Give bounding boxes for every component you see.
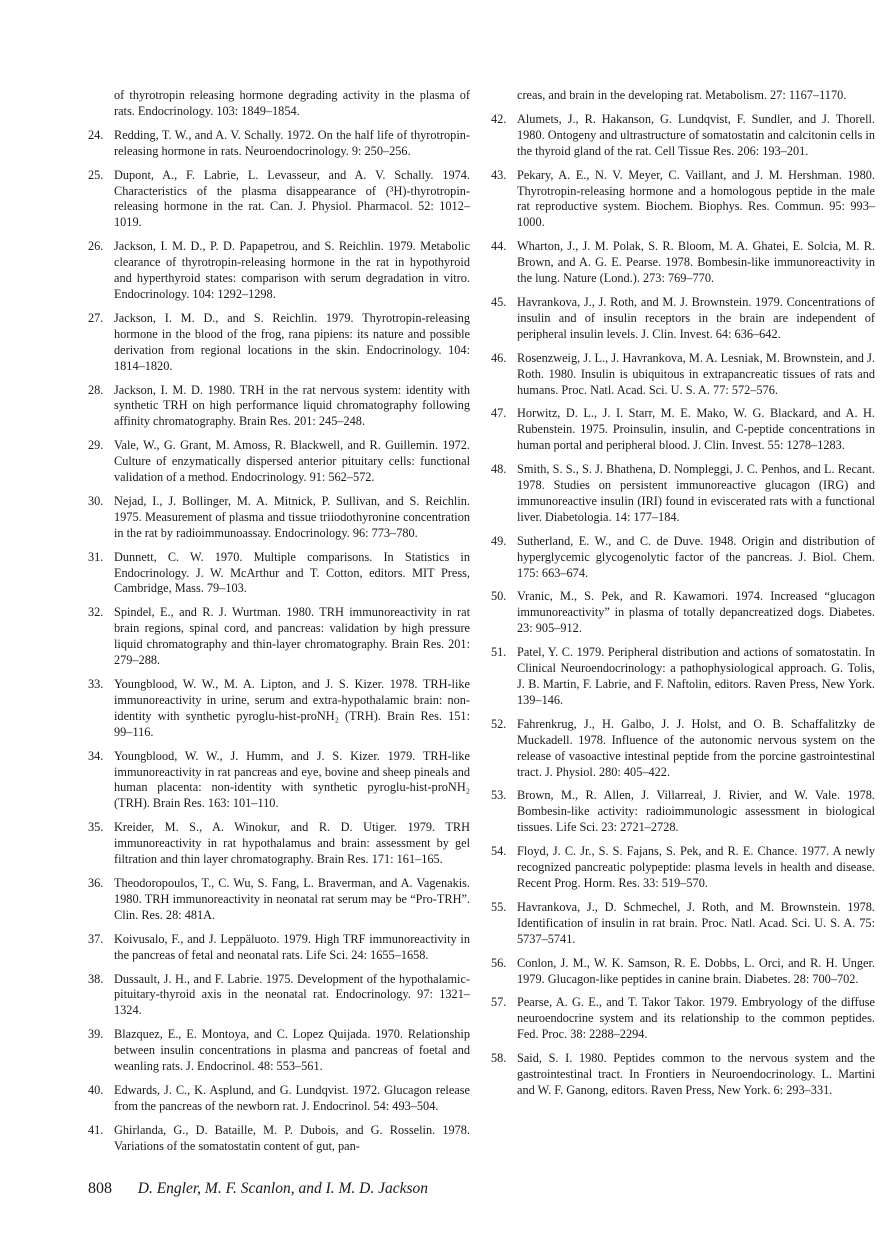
reference-entry — [491, 956, 875, 988]
reference-entry — [491, 995, 875, 1043]
reference-text: Horwitz, D. L., J. I. Starr, M. E. Mako, W. G. Blackard, and A. H. Rubenstein. 1975. Proinsulin, insulin, and C-peptide concentrations in human portal and peripheral blood. J. Clin. Invest. 55: 1278–1283. — [517, 406, 875, 453]
reference-text: Havrankova, J., J. Roth, and M. J. Brownstein. 1979. Concentrations of insulin and of insulin receptors in the brain are independent of peripheral insulin levels. J. Clin. Invest. 64: 636–642. — [517, 294, 875, 341]
reference-number: 49. — [491, 533, 507, 548]
reference-number: 31. — [88, 549, 104, 564]
reference-text: Jackson, I. M. D., and S. Reichlin. 1979. Thyrotropin-releasing hormone in the blood of the frog, rana pipiens: its nature and possible derivation from regional locations in the skin. Endocrinology. 104: 1814–1820. — [114, 310, 470, 373]
reference-entry — [88, 550, 470, 598]
page-number: 808 — [88, 1180, 112, 1197]
reference-entry — [491, 239, 875, 287]
reference-entry — [491, 406, 875, 454]
reference-entry — [88, 168, 470, 232]
reference-text: creas, and brain in the developing rat. Metabolism. 27: 1167–1170. — [517, 88, 847, 102]
reference-entry — [491, 295, 875, 343]
reference-entry — [491, 900, 875, 948]
reference-text: Jackson, I. M. D. 1980. TRH in the rat nervous system: identity with synthetic TRH on high performance liquid chromatography following affinity chromatography. Brain Res. 201: 245–248. — [114, 382, 470, 429]
reference-number: 32. — [88, 605, 104, 620]
reference-text: Fahrenkrug, J., H. Galbo, J. J. Holst, and O. B. Schaffalitzky de Muckadell. 1978. Influence of the autonomic nervous system on the release of vasoactive intestinal peptide from the porcine gastrointestinal tract. J. Physiol. 280: 405–422. — [517, 716, 875, 779]
reference-number: 34. — [88, 748, 104, 763]
reference-number: 24. — [88, 127, 104, 142]
reference-entry — [88, 88, 470, 120]
reference-text: Conlon, J. M., W. K. Samson, R. E. Dobbs, L. Orci, and R. H. Unger. 1979. Glucagon-like peptides in canine brain. Diabetes. 28: 700–702. — [517, 955, 875, 986]
reference-entry — [88, 128, 470, 160]
left-column — [88, 88, 470, 1163]
reference-text: Spindel, E., and R. J. Wurtman. 1980. TRH immunoreactivity in rat brain regions, spinal cord, and pancreas: validation by high pressure liquid chromatography and thin-layer chromatography. Brain Res. 201: 279–288. — [114, 605, 470, 668]
reference-number: 51. — [491, 645, 507, 660]
reference-entry — [491, 1051, 875, 1099]
reference-text: Blazquez, E., E. Montoya, and C. Lopez Quijada. 1970. Relationship between insulin concentrations in plasma and pancreas of foetal and weanling rats. J. Endocrinol. 48: 553–561. — [114, 1027, 470, 1074]
reference-number: 54. — [491, 844, 507, 859]
reference-text: Theodoropoulos, T., C. Wu, S. Fang, L. Braverman, and A. Vagenakis. 1980. TRH immunoreactivity in neonatal rat serum may be “Pro-TRH”. Clin. Res. 28: 481A. — [114, 875, 470, 922]
reference-entry — [491, 645, 875, 709]
reference-number: 41. — [88, 1122, 104, 1137]
reference-entry — [491, 534, 875, 582]
reference-number: 27. — [88, 310, 104, 325]
reference-number: 52. — [491, 716, 507, 731]
reference-text: Smith, S. S., S. J. Bhathena, D. Nompleggi, J. C. Penhos, and L. Recant. 1978. Studies on persistent immunoreactive glucagon (IRG) and immunoreactive insulin (IRI) found in eviscerated rats with a functional liver. Diabetologia. 14: 177–184. — [517, 462, 875, 524]
reference-text: Vale, W., G. Grant, M. Amoss, R. Blackwell, and R. Guillemin. 1972. Culture of enzymatically dispersed anterior pituitary cells: functional validation of a method. Endocrinology. 91: 562–572. — [114, 438, 470, 485]
reference-entry — [88, 972, 470, 1020]
reference-entry — [88, 677, 470, 741]
reference-text: Edwards, J. C., K. Asplund, and G. Lundqvist. 1972. Glucagon release from the pancreas of the newborn rat. J. Endocrinol. 54: 493–504. — [114, 1082, 470, 1113]
reference-number: 48. — [491, 462, 507, 477]
reference-number: 45. — [491, 294, 507, 309]
reference-entry — [88, 383, 470, 431]
reference-text: Floyd, J. C. Jr., S. S. Fajans, S. Pek, and R. E. Chance. 1977. A newly recognized pancreatic polypeptide: plasma levels in health and disease. Recent Prog. Horm. Res. 33: 519–570. — [517, 844, 875, 890]
reference-text: Alumets, J., R. Hakanson, G. Lundqvist, F. Sundler, and J. Thorell. 1980. Ontogeny and ultrastructure of somatostatin and calcitonin cells in the thyroid gland of the rat. Cell Tissue Res. 206: 193–201. — [517, 111, 875, 158]
reference-text: Dussault, J. H., and F. Labrie. 1975. Development of the hypothalamic-pituitary-thyroid axis in the neonatal rat. Endocrinology. 97: 1321–1324. — [114, 971, 470, 1018]
reference-entry — [88, 494, 470, 542]
reference-number: 37. — [88, 931, 104, 946]
reference-number: 38. — [88, 971, 104, 986]
reference-text: Pearse, A. G. E., and T. Takor Takor. 1979. Embryology of the diffuse neuroendocrine system and its relationship to the common peptides. Fed. Proc. 38: 2288–2294. — [517, 995, 875, 1042]
reference-number: 58. — [491, 1051, 507, 1066]
reference-entry — [491, 462, 875, 526]
reference-text: Havrankova, J., D. Schmechel, J. Roth, and M. Brownstein. 1978. Identification of insulin in rat brain. Proc. Natl. Acad. Sci. U. S. A. 75: 5737–5741. — [517, 899, 875, 946]
running-authors: D. Engler, M. F. Scanlon, and I. M. D. Jackson — [137, 1180, 429, 1197]
reference-entry — [88, 311, 470, 375]
reference-text: Kreider, M. S., A. Winokur, and R. D. Utiger. 1979. TRH immunoreactivity in rat hypothalamus and brain: assessment by gel filtration and thin layer chromatography. Brain Res. 171: 161–165. — [114, 820, 470, 867]
reference-number: 43. — [491, 167, 507, 182]
reference-entry — [88, 239, 470, 303]
reference-text: Brown, M., R. Allen, J. Villarreal, J. Rivier, and W. Vale. 1978. Bombesin-like activity: radioimmunologic assessment in biological tissues. Life Sci. 23: 2721–2728. — [517, 788, 875, 835]
reference-number: 39. — [88, 1027, 104, 1042]
reference-text: of thyrotropin releasing hormone degrading activity in the plasma of rats. Endocrinology. 103: 1849–1854. — [114, 88, 470, 118]
reference-number: 57. — [491, 995, 507, 1010]
reference-entry — [88, 820, 470, 868]
reference-entry — [88, 1123, 470, 1155]
reference-text: Dupont, A., F. Labrie, L. Levasseur, and A. V. Schally. 1974. Characteristics of the plasma disappearance of (³H)-thyrotropin-releasing hormone in the rat. Can. J. Physiol. Pharmacol. 52: 1012–1019. — [114, 167, 470, 230]
page-footer — [88, 1180, 428, 1198]
reference-number: 30. — [88, 493, 104, 508]
reference-text: Patel, Y. C. 1979. Peripheral distribution and actions of somatostatin. In Clinical Neuroendocrinology: a pathophysiological approach. G. Tolis, J. B. Martin, F. Labrie, and F. Naftolin, editors. Raven Press, New York. 139–146. — [517, 645, 875, 707]
reference-entry — [491, 589, 875, 637]
reference-entry — [88, 1083, 470, 1115]
reference-entry — [491, 351, 875, 399]
reference-text: Ghirlanda, G., D. Bataille, M. P. Dubois, and G. Rosselin. 1978. Variations of the somatostatin content of gut, pan- — [114, 1122, 470, 1153]
reference-number: 25. — [88, 167, 104, 182]
reference-entry — [88, 932, 470, 964]
reference-text: Wharton, J., J. M. Polak, S. R. Bloom, M. A. Ghatei, E. Solcia, M. R. Brown, and A. G. E. Pearse. 1978. Bombesin-like immunoreactivity in the lung. Nature (Lond.). 273: 769–770. — [517, 239, 875, 286]
reference-text: Youngblood, W. W., M. A. Lipton, and J. S. Kizer. 1978. TRH-like immunoreactivity in urine, serum and extra-hypothalamic brain: non-identity with synthetic pyroglu-hist-proNH₂ (TRH). Brain Res. 151: 99–116. — [114, 677, 470, 739]
reference-entry — [88, 876, 470, 924]
reference-entry — [88, 1027, 470, 1075]
reference-entry — [491, 717, 875, 781]
reference-text: Koivusalo, F., and J. Leppäluoto. 1979. High TRF immunoreactivity in the pancreas of fetal and neonatal rats. Life Sci. 24: 1655–1658. — [114, 931, 470, 962]
reference-text: Vranic, M., S. Pek, and R. Kawamori. 1974. Increased “glucagon immunoreactivity” in plasma of totally depancreatized dogs. Diabetes. 23: 905–912. — [517, 589, 875, 636]
reference-text: Jackson, I. M. D., P. D. Papapetrou, and S. Reichlin. 1979. Metabolic clearance of thyrotropin-releasing hormone in the rat in hypothyroid and hyperthyroid states: comparison with serum degradation in vitro. Endocrinology. 104: 1292–1298. — [114, 239, 470, 301]
reference-text: Said, S. I. 1980. Peptides common to the nervous system and the gastrointestinal tract. In Frontiers in Neuroendocrinology. L. Martini and W. F. Ganong, editors. Raven Press, New York. 6: 293–331. — [517, 1051, 875, 1097]
reference-entry — [491, 88, 875, 104]
reference-text: Redding, T. W., and A. V. Schally. 1972. On the half life of thyrotropin-releasing hormone in rats. Neuroendocrinology. 9: 250–256. — [114, 127, 470, 158]
reference-text: Pekary, A. E., N. V. Meyer, C. Vaillant, and J. M. Hershman. 1980. Thyrotropin-releasing hormone and a homologous peptide in the male rat reproductive system. Biochem. Biophys. Res. Commun. 95: 993–1000. — [517, 167, 875, 230]
reference-number: 40. — [88, 1082, 104, 1097]
reference-entry — [491, 788, 875, 836]
reference-entry — [88, 749, 470, 813]
right-column — [491, 88, 875, 1107]
reference-number: 28. — [88, 382, 104, 397]
reference-text: Sutherland, E. W., and C. de Duve. 1948. Origin and distribution of hyperglycemic glycogenolytic factor of the pancreas. J. Biol. Chem. 175: 663–674. — [517, 533, 875, 580]
reference-entry — [491, 168, 875, 232]
reference-text: Dunnett, C. W. 1970. Multiple comparisons. In Statistics in Endocrinology. J. W. McArthur and T. Cotton, editors. MIT Press, Cambridge, Mass. 79–103. — [114, 549, 470, 596]
reference-text: Nejad, I., J. Bollinger, M. A. Mitnick, P. Sullivan, and S. Reichlin. 1975. Measurement of plasma and tissue triiodothyronine concentration in the rat by radioimmunoassay. Endocrinology. 96: 773–780. — [114, 493, 470, 540]
reference-number: 36. — [88, 875, 104, 890]
reference-number: 47. — [491, 406, 507, 421]
reference-number: 53. — [491, 788, 507, 803]
reference-number: 44. — [491, 239, 507, 254]
reference-number: 26. — [88, 239, 104, 254]
reference-entry — [491, 844, 875, 892]
reference-number: 33. — [88, 677, 104, 691]
reference-number: 42. — [491, 111, 507, 126]
reference-number: 46. — [491, 350, 507, 365]
reference-entry — [88, 605, 470, 669]
reference-text: Youngblood, W. W., J. Humm, and J. S. Kizer. 1979. TRH-like immunoreactivity in rat pancreas and eye, bovine and sheep pineals and human placenta: non-identity with synthetic pyroglu-hist-proNH₂ (TRH). Brain Res. 163: 101–110. — [114, 748, 470, 811]
reference-number: 56. — [491, 955, 507, 970]
reference-number: 35. — [88, 820, 104, 835]
reference-number: 55. — [491, 899, 507, 914]
reference-number: 29. — [88, 438, 104, 453]
reference-entry — [88, 438, 470, 486]
reference-entry — [491, 112, 875, 160]
reference-number: 50. — [491, 589, 507, 604]
reference-text: Rosenzweig, J. L., J. Havrankova, M. A. Lesniak, M. Brownstein, and J. Roth. 1980. Insulin is ubiquitous in extrapancreatic tissues of rats and humans. Proc. Natl. Acad. Sci. U. S. A. 77: 572–576. — [517, 350, 875, 397]
